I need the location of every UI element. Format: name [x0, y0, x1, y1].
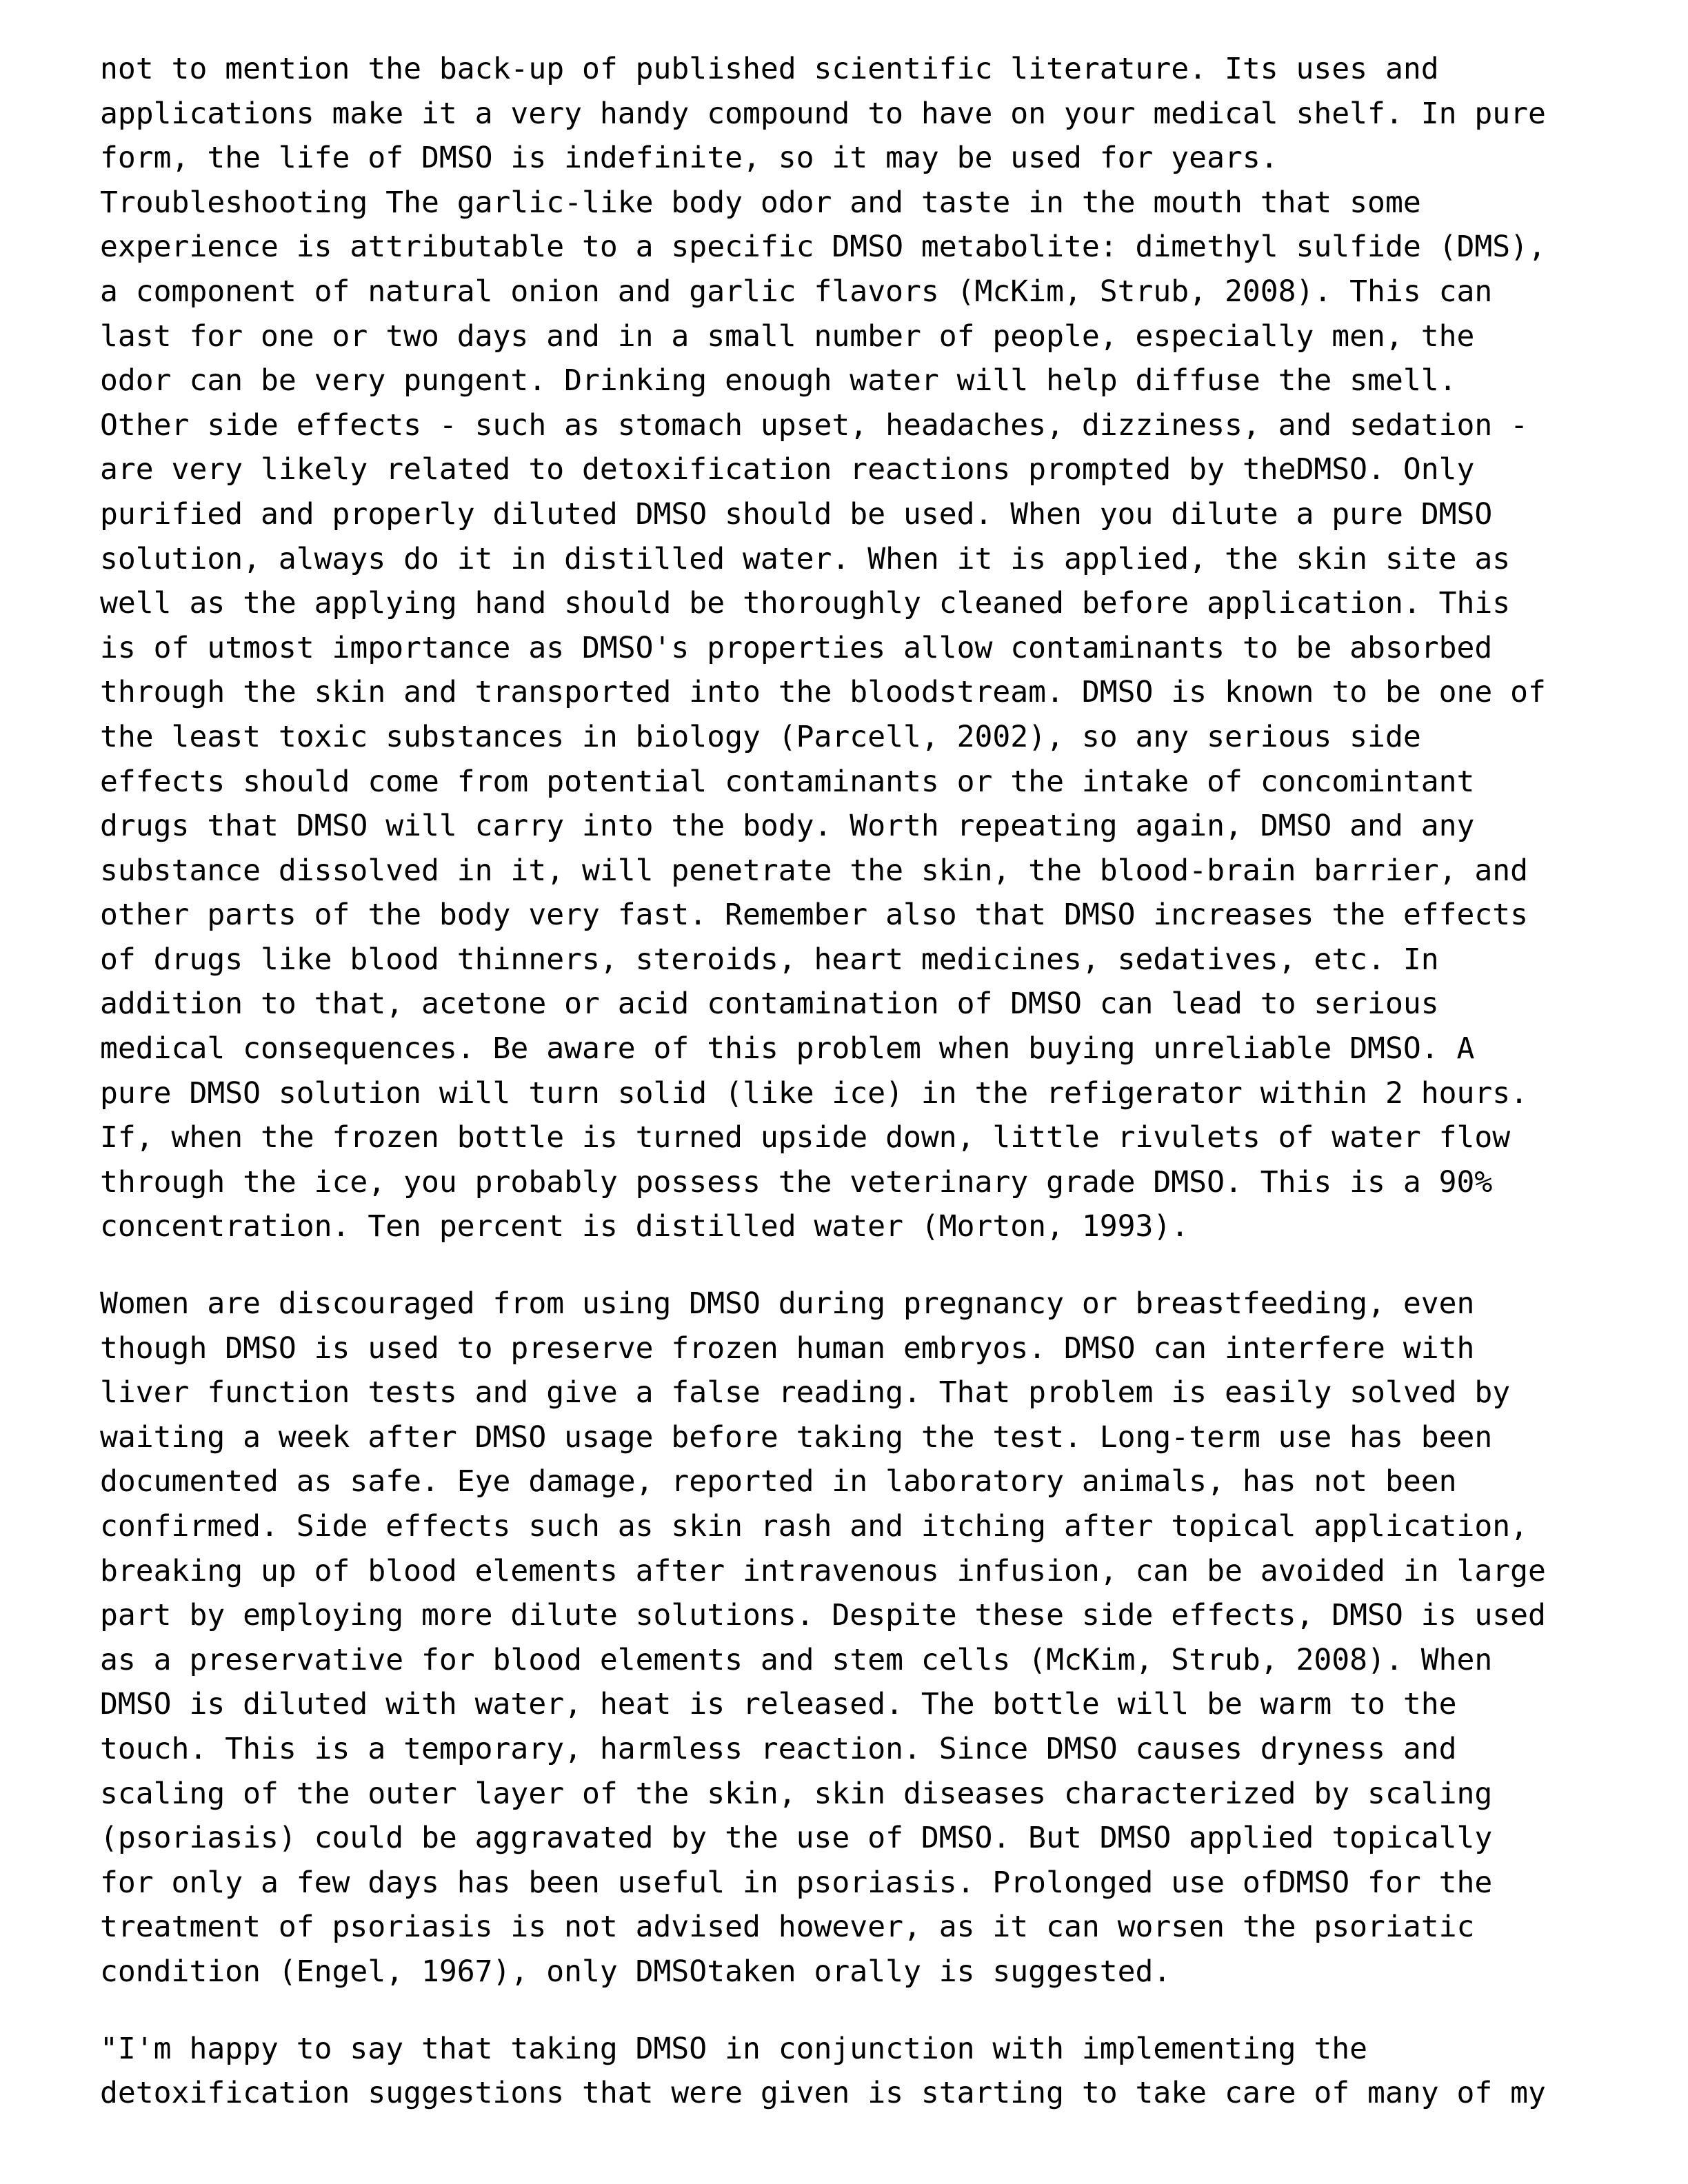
text-line: effects should come from potential contaminants or the intake of concomintant [100, 764, 1475, 799]
paragraph [100, 1282, 1658, 1994]
text-line: If, when the frozen bottle is turned upside down, little rivulets of water flow [100, 1120, 1511, 1155]
text-line: (psoriasis) could be aggravated by the use of DMSO. But DMSO applied topically [100, 1821, 1493, 1856]
text-line: applications make it a very handy compound to have on your medical shelf. In pure [100, 96, 1546, 131]
text-line: liver function tests and give a false reading. That problem is easily solved by [100, 1375, 1511, 1410]
text-line: for only a few days has been useful in psoriasis. Prolonged use ofDMSO for the [100, 1865, 1493, 1900]
text-line: touch. This is a temporary, harmless reaction. Since DMSO causes dryness and [100, 1731, 1457, 1766]
text-line: Women are discouraged from using DMSO during pregnancy or breastfeeding, even [100, 1286, 1475, 1322]
text-line: of drugs like blood thinners, steroids, heart medicines, sedatives, etc. In [100, 942, 1439, 977]
text-line: confirmed. Side effects such as skin rash and itching after topical application, [100, 1509, 1529, 1544]
text-line: detoxification suggestions that were given is starting to take care of many of my [100, 2076, 1546, 2111]
text-line: purified and properly diluted DMSO should be used. When you dilute a pure DMSO [100, 496, 1493, 532]
text-line: experience is attributable to a specific DMSO metabolite: dimethyl sulfide (DMS), [100, 230, 1546, 265]
text-line: not to mention the back-up of published scientific literature. Its uses and [100, 52, 1439, 86]
text-line: "I'm happy to say that taking DMSO in conjunction with implementing the [100, 2031, 1368, 2066]
text-line: odor can be very pungent. Drinking enough water will help diffuse the smell. [100, 363, 1457, 398]
paragraph [100, 2027, 1658, 2116]
paragraph [100, 47, 1658, 1249]
text-line: as a preservative for blood elements and stem cells (McKim, Strub, 2008). When [100, 1642, 1493, 1677]
text-line: scaling of the outer layer of the skin, skin diseases characterized by scaling [100, 1776, 1493, 1811]
text-line: well as the applying hand should be thoroughly cleaned before application. This [100, 586, 1511, 621]
text-line: part by employing more dilute solutions. Despite these side effects, DMSO is used [100, 1598, 1546, 1633]
text-line: pure DMSO solution will turn solid (like ice) in the refigerator within 2 hours. [100, 1075, 1529, 1111]
text-line: medical consequences. Be aware of this problem when buying unreliable DMSO. A [100, 1031, 1475, 1066]
text-line: DMSO is diluted with water, heat is released. The bottle will be warm to the [100, 1687, 1457, 1722]
text-line: through the ice, you probably possess the veterinary grade DMSO. This is a 90% [100, 1164, 1493, 1200]
text-line: concentration. Ten percent is distilled water (Morton, 1993). [100, 1209, 1189, 1244]
text-line: last for one or two days and in a small number of people, especially men, the [100, 318, 1475, 354]
text-line: the least toxic substances in biology (Parcell, 2002), so any serious side [100, 719, 1421, 754]
text-line: other parts of the body very fast. Remember also that DMSO increases the effects [100, 898, 1529, 933]
text-line: treatment of psoriasis is not advised however, as it can worsen the psoriatic [100, 1910, 1475, 1945]
text-line: is of utmost importance as DMSO's properties allow contaminants to be absorbed [100, 630, 1493, 665]
text-line: through the skin and transported into the bloodstream. DMSO is known to be one of [100, 675, 1546, 710]
document-page [100, 47, 1658, 2148]
text-line: are very likely related to detoxification reactions prompted by theDMSO. Only [100, 452, 1475, 487]
text-line: drugs that DMSO will carry into the body. Worth repeating again, DMSO and any [100, 809, 1475, 844]
text-line: addition to that, acetone or acid contamination of DMSO can lead to serious [100, 987, 1439, 1022]
text-line: solution, always do it in distilled water. When it is applied, the skin site as [100, 541, 1511, 576]
text-line: form, the life of DMSO is indefinite, so it may be used for years. [100, 141, 1278, 176]
text-line: documented as safe. Eye damage, reported in laboratory animals, has not been [100, 1464, 1457, 1499]
text-line: breaking up of blood elements after intravenous infusion, can be avoided in large [100, 1553, 1546, 1588]
text-line: Troubleshooting The garlic-like body odor and taste in the mouth that some [100, 185, 1421, 220]
text-line: a component of natural onion and garlic flavors (McKim, Strub, 2008). This can [100, 274, 1493, 309]
text-line: substance dissolved in it, will penetrate the skin, the blood-brain barrier, and [100, 853, 1529, 888]
text-line: condition (Engel, 1967), only DMSOtaken orally is suggested. [100, 1954, 1172, 1989]
text-line: though DMSO is used to preserve frozen human embryos. DMSO can interfere with [100, 1331, 1475, 1366]
text-line: Other side effects - such as stomach upset, headaches, dizziness, and sedation - [100, 407, 1529, 443]
text-line: waiting a week after DMSO usage before taking the test. Long-term use has been [100, 1419, 1493, 1455]
